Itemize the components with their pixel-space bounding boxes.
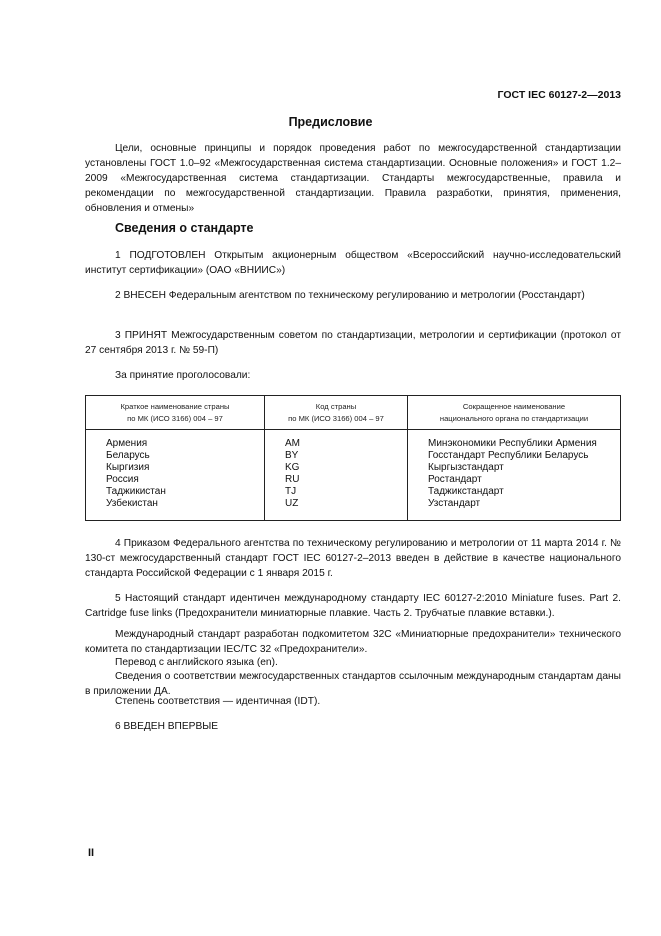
item-5-text: 5 Настоящий стандарт идентичен международному стандарту IEC 60127-2:2010 Miniature fuses. Part 2. Cartridge fuse links (Предохранители миниатюрные плавкие. Часть 2. Трубчатые плавкие вставки.). [85, 593, 621, 619]
voting-table [85, 395, 621, 521]
body-cell: Минэкономики Республики Армения [428, 438, 597, 449]
country-cell: Узбекистан [106, 497, 158, 509]
item-5-references-text: Сведения о соответствии межгосударственных стандартов ссылочным международным стандартам даны в приложении ДА. [85, 671, 621, 697]
foreword-text: Цели, основные принципы и порядок проведения работ по межгосударственной стандартизации установлены ГОСТ 1.0–92 «Межгосударственная система стандартизации. Основные положения» и ГОСТ 1.2–2009 «Межгосударственная система стандартизации. Стандарты межгосударственные, правила и рекомендации по межгосударственной стандартизации. Правила разработки, принятия, применения, обновления и отмены» [85, 143, 621, 214]
item-4-text: 4 Приказом Федерального агентства по техническому регулированию и метрологии от 11 марта 2014 г. № 130-ст межгосударственный стандарт ГОСТ IEC 60127-2–2013 введен в действие в качестве национального стандарта Российской Федерации с 1 января 2015 г. [85, 538, 621, 579]
code-cell: AM [285, 438, 300, 449]
code-cell: TJ [285, 485, 297, 497]
item-5-degree-text: Степень соответствия — идентичная (IDT). [115, 696, 321, 707]
header-country: Краткое наименование страны по МК (ИСО 3166) 004 – 97 [86, 396, 265, 430]
item-5-translation-text: Перевод с английского языка (en). [115, 657, 278, 668]
country-column [86, 430, 265, 521]
foreword-paragraph [85, 141, 621, 216]
country-cell: Таджикистан [106, 485, 166, 497]
item-2-text: 2 ВНЕСЕН Федеральным агентством по техническому регулированию и метрологии (Росстандарт) [115, 290, 585, 301]
header-body: Сокращенное наименование национального органа по стандартизации [408, 396, 621, 430]
body-cell: Кыргызстандарт [428, 461, 504, 473]
page-title: Предисловие [288, 115, 373, 129]
code-cell: RU [285, 473, 300, 485]
item-2 [85, 288, 621, 303]
item-5-degree [85, 694, 621, 709]
body-cell: Ростандарт [428, 473, 482, 485]
body-cell: Таджикстандарт [428, 485, 504, 497]
item-6 [85, 719, 621, 734]
section-heading: Сведения о стандарте [115, 221, 254, 235]
item-5-translation [85, 655, 621, 670]
page-number: II [88, 847, 95, 859]
body-column [408, 430, 621, 521]
item-5 [85, 591, 621, 621]
item-6-text: 6 ВВЕДЕН ВПЕРВЫЕ [115, 721, 219, 732]
body-cell: Узстандарт [428, 497, 481, 509]
item-3 [85, 328, 621, 358]
table-header-row [86, 396, 621, 430]
item-1-text: 1 ПОДГОТОВЛЕН Открытым акционерным обществом «Всероссийский научно-исследовательский институт сертификации» (ОАО «ВНИИС») [85, 250, 621, 276]
item-1 [85, 248, 621, 278]
code-cell: KG [285, 461, 300, 473]
table-body-row [86, 430, 621, 521]
header-code: Код страны по МК (ИСО 3166) 004 – 97 [265, 396, 408, 430]
voted-label [85, 368, 621, 383]
document-id-header: ГОСТ IEC 60127-2—2013 [497, 89, 621, 101]
code-cell: UZ [285, 497, 299, 509]
voted-label-text: За принятие проголосовали: [115, 370, 251, 381]
item-5-development [85, 627, 621, 657]
item-3-text: 3 ПРИНЯТ Межгосударственным советом по стандартизации, метрологии и сертификации (протокол от 27 сентября 2013 г. № 59-П) [85, 330, 621, 356]
item-4 [85, 536, 621, 581]
country-cell: Россия [106, 473, 139, 485]
body-cell: Госстандарт Республики Беларусь [428, 449, 589, 461]
country-cell: Армения [106, 438, 148, 449]
code-cell: BY [285, 449, 299, 461]
country-cell: Кыргизия [106, 461, 150, 473]
item-5-development-text: Международный стандарт разработан подкомитетом 32С «Миниатюрные предохранители» технического комитета по стандартизации IEC/TC 32 «Предохранители». [85, 629, 621, 655]
country-cell: Беларусь [106, 449, 150, 461]
code-column [265, 430, 408, 521]
